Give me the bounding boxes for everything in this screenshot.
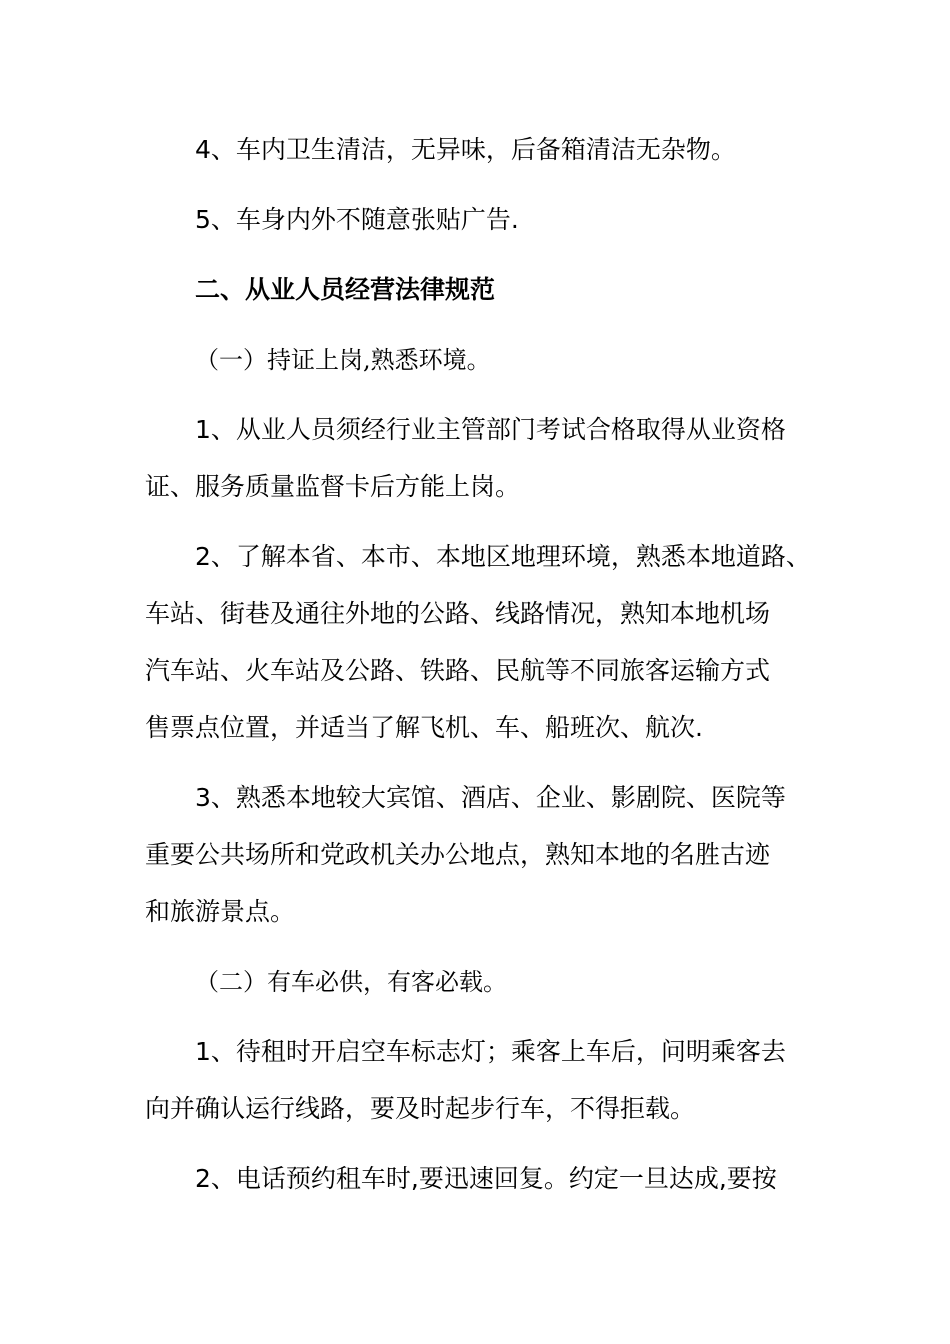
paragraph-1-line-2: 证、服务质量监督卡后方能上岗。	[145, 472, 521, 501]
paragraph-5-line-1: 2、电话预约租车时,要迅速回复。约定一旦达成,要按	[195, 1164, 777, 1193]
paragraph-1-line-1: 1、从业人员须经行业主管部门考试合格取得从业资格	[195, 415, 786, 444]
paragraph-3-line-1: 3、熟悉本地较大宾馆、酒店、企业、影剧院、医院等	[195, 783, 786, 812]
paragraph-2-line-4: 售票点位置，并适当了解飞机、车、船班次、航次.	[145, 713, 703, 742]
paragraph-3-line-2: 重要公共场所和党政机关办公地点，熟知本地的名胜古迹	[145, 840, 771, 869]
subsection-heading-2: （二）有车必供，有客必载。	[195, 968, 507, 996]
paragraph-4-line-1: 1、待租时开启空车标志灯；乘客上车后，问明乘客去	[195, 1037, 786, 1066]
rule-5-no-advertising: 5、车身内外不随意张贴广告.	[195, 205, 519, 234]
section-heading-2: 二、从业人员经营法律规范	[195, 275, 496, 304]
subsection-heading-1: （一）持证上岗,熟悉环境。	[195, 346, 491, 374]
paragraph-3-line-3: 和旅游景点。	[145, 897, 296, 926]
rule-4-vehicle-hygiene: 4、车内卫生清洁，无异味，后备箱清洁无杂物。	[195, 135, 736, 164]
paragraph-4-line-2: 向并确认运行线路，要及时起步行车，不得拒载。	[145, 1094, 696, 1123]
paragraph-2-line-2: 车站、街巷及通往外地的公路、线路情况，熟知本地机场	[145, 599, 771, 628]
paragraph-2-line-1: 2、了解本省、本市、本地区地理环境，熟悉本地道路、	[195, 542, 811, 571]
paragraph-2-line-3: 汽车站、火车站及公路、铁路、民航等不同旅客运输方式	[145, 656, 771, 685]
